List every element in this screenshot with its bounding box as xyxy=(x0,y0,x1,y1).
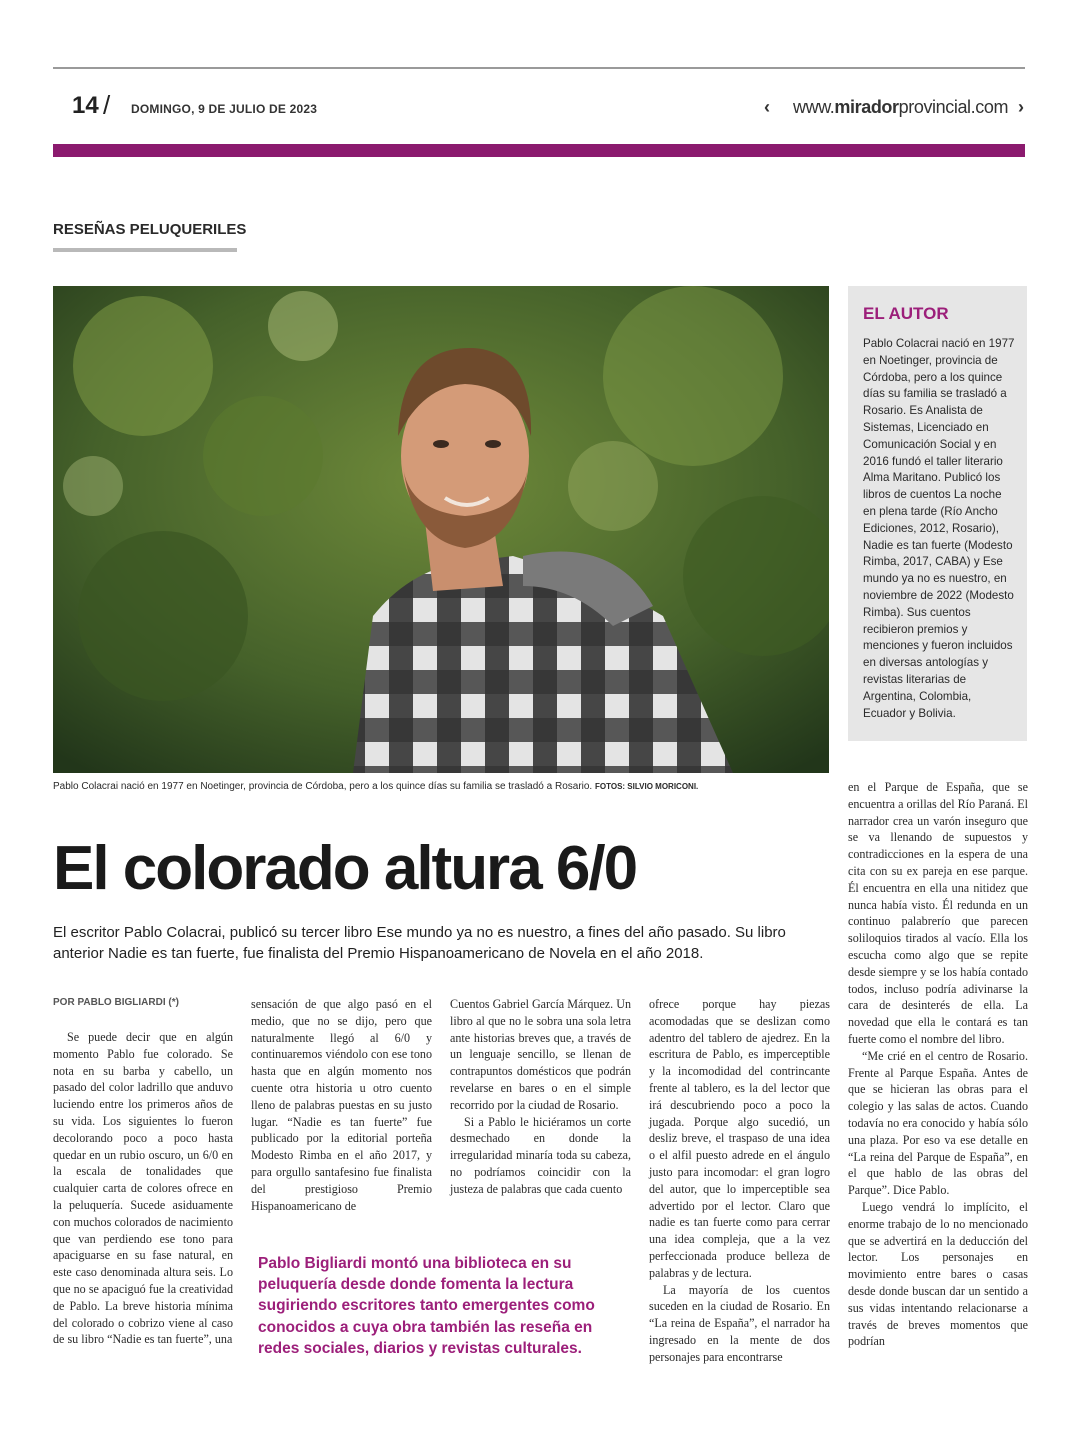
paragraph: sensación de que algo pasó en el medio, que no se dijo, pero que naturalmente llegó al 6/0 y continuaremos viéndolo con ese tono hasta que en algún momento nos cuente otra historia u otro cuento lleno de palabras puestas en su justo lugar. “Nadie es tan fuerte” fue publicado por la editorial porteña Modesto Rimba en el año 2017, y para orgullo santafesino fue finalista del prestigioso Premio Hispanoamericano de xyxy=(251,997,432,1213)
article-column-3 xyxy=(450,996,631,1198)
paragraph: “Me crié en el centro de Rosario. Frente al Parque España. Antes de que se hicieran las obras para el colegio y las salas de actos. Cuando todavía no era conocido y había sólo una plaza. Por eso va ese detalle en “La reina del Parque de España”, en el que hablo de las obras del Parque”. Dice Pablo. xyxy=(848,1048,1028,1198)
paragraph: Si a Pablo le hiciéramos un corte desmechado en donde la irregularidad minaría toda su cabeza, no podríamos coincidir con la justeza de palabras que cada cuento xyxy=(450,1114,631,1196)
article-headline: El colorado altura 6/0 xyxy=(53,834,637,903)
article-column-5 xyxy=(848,779,1028,1350)
author-photo-illustration xyxy=(53,286,829,773)
chevron-left-icon: ‹ xyxy=(764,97,770,117)
section-rule xyxy=(53,248,237,252)
photo-caption-text: Pablo Colacrai nació en 1977 en Noetinger, provincia de Córdoba, pero a los quince días su familia se trasladó a Rosario. xyxy=(53,781,593,792)
page-number: 14 xyxy=(72,92,99,119)
article-column-2 xyxy=(251,996,432,1214)
header-band xyxy=(53,144,1025,157)
photo-caption xyxy=(53,781,698,792)
article-column-4 xyxy=(649,996,830,1366)
author-photo xyxy=(53,286,829,773)
paragraph: Luego vendrá lo implícito, el enorme trabajo de lo no mencionado que se advertirá en la deducción del lector. Los personajes en movimiento entre bares o casas desde donde buscan dar un sentido a sus vidas intentando relacionarse a través de breves momentos que podrían xyxy=(848,1199,1028,1349)
site-url-prefix: www. xyxy=(793,97,835,117)
author-sidebar-text: Pablo Colacrai nació en 1977 en Noetinger, provincia de Córdoba, pero a los quince días su familia se trasladó a Rosario. Es Analista de Sistemas, Licenciado en Comunicación Social y en 2016 fundó el taller literario Alma Maritano. Publicó los libros de cuentos La noche en plena tarde (Río Ancho Ediciones, 2012, Rosario), Nadie es tan fuerte (Modesto Rimba, 2017, CABA) y Ese mundo ya no es nuestro, en noviembre de 2022 (Modesto Rimba). Sus cuentos recibieron premios y menciones y fueron incluidos en diversas antologías y revistas literarias de Argentina, Colombia, Ecuador y Bolivia. xyxy=(863,337,1015,720)
paragraph: Se puede decir que en algún momento Pablo fue colorado. Se nota en su barba y cabello, un pasado del color ladrillo que anduvo luciendo entre los primeros años de su vida. Los siguientes lo fueron decolorando poco a poco hasta quedar en un rubio oscuro, un 6/0 en la escala de tonalidades que cualquier carta de colores ofrece en la peluquería. Sucede asiduamente con muchos colorados de nacimiento que van perdiendo ese tono para apaciguarse en su fase natural, en este caso denominada altura seis. Lo que no se apaciguó fue la creatividad de Pablo. La breve historia mínima del colorado o cobrizo viene al caso de su libro “Nadie es tan fuerte”, una xyxy=(53,1030,233,1347)
article-byline: POR PABLO BIGLIARDI (*) xyxy=(53,997,179,1008)
article-column-1 xyxy=(53,1029,233,1348)
author-sidebar-title: EL AUTOR xyxy=(863,304,949,323)
chevron-right-icon: › xyxy=(1018,97,1024,117)
author-sidebar xyxy=(848,286,1027,741)
site-url-suffix: provincial.com xyxy=(898,97,1009,117)
paragraph: La mayoría de los cuentos suceden en la ciudad de Rosario. En “La reina de España”, el narrador ha ingresado en la mente de dos personajes para encontrarse xyxy=(649,1282,830,1364)
top-rule xyxy=(53,67,1025,69)
paragraph: ofrece porque hay piezas acomodadas que se deslizan como adentro del tablero de ajedrez. En la escritura de Pablo, es imperceptible y la incomodidad del contrincante frente al tablero, es la del lector que irá descubriendo poco a poco la jugada. Porque algo sucedió, un desliz breve, el traspaso de una idea o el alfil puesto adrede en el ángulo justo para incomodar: el gran logro del autor, que lo imperceptible sea advertido por el lector. Claro que nadie es tan fuerte como para cerrar una idea compleja, que a la vez perfeccionada produce belleza de palabras y de lectura. xyxy=(649,997,830,1280)
section-label: RESEÑAS PELUQUERILES xyxy=(53,221,247,238)
paragraph: en el Parque de España, que se encuentra a orillas del Río Paraná. El narrador crea un varón inseguro que se va llenando de supuestos y contradicciones en la espera de una cita con su ex pareja en ese parque. Él encuentra en ella una nitidez que nunca había visto. Él redunda en un continuo palabrerío que parecen soliloquios tirados al vacío. Ella los escucha como algo que se repite desde siempre y se los había contado todos, incluso podría adivinarse la cara de desinterés de ella. La novedad que ella le contará es tan fuerte como el nombre del libro. xyxy=(848,780,1028,1046)
photo-credit: FOTOS: SILVIO MORICONI. xyxy=(595,782,699,791)
page-slash: / xyxy=(103,90,111,120)
article-deck: El escritor Pablo Colacrai, publicó su tercer libro Ese mundo ya no es nuestro, a fines del año pasado. Su libro anterior Nadie es tan fuerte, fue finalista del Premio Hispanoamericano de Novela en el año 2018. xyxy=(53,924,786,962)
pull-quote: Pablo Bigliardi montó una biblioteca en su peluquería desde donde fomenta la lectura sugiriendo escritores tanto emergentes como conocidos a cuya obra también las reseña en redes sociales, diarios y revistas culturales. xyxy=(258,1255,595,1357)
paragraph: Cuentos Gabriel García Márquez. Un libro al que no le sobra una sola letra ante historias breves que, a través de un lenguaje sencillo, se llenan de contrapuntos domésticos que podrán revelarse en bares o en el simple recorrido por la ciudad de Rosario. xyxy=(450,997,632,1112)
issue-date: DOMINGO, 9 DE JULIO DE 2023 xyxy=(131,102,318,116)
site-url-brand: mirador xyxy=(834,97,899,117)
site-url xyxy=(793,97,1008,118)
